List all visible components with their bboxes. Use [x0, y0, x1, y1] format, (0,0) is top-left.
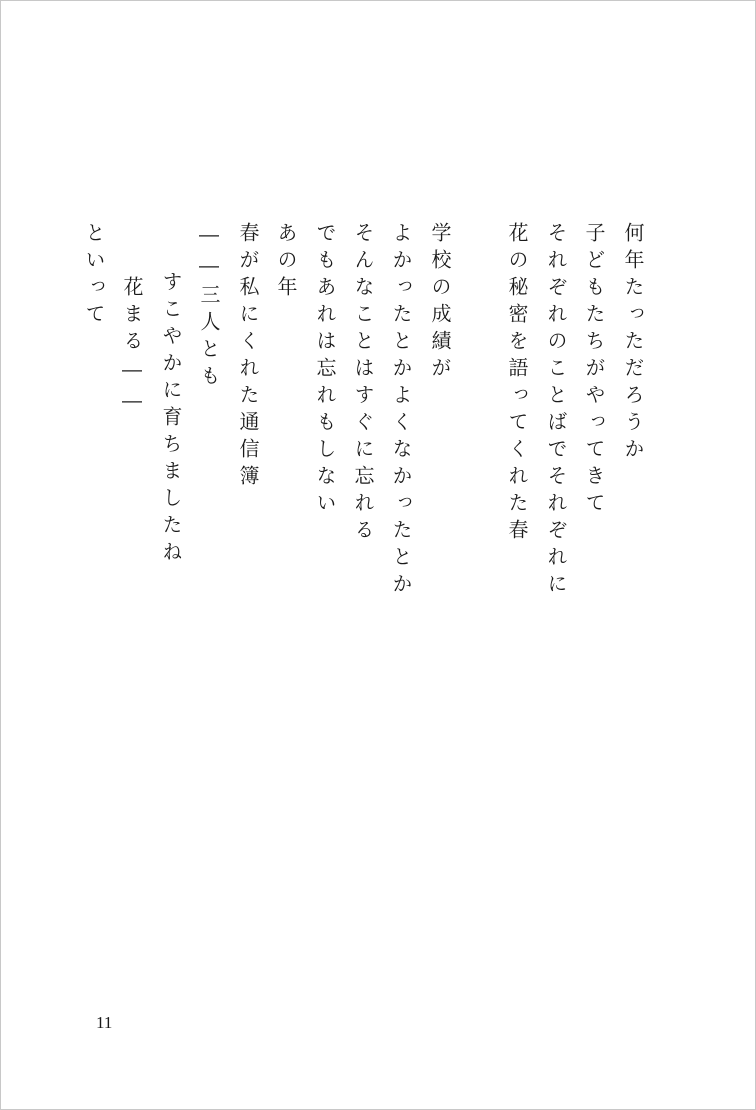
- poem-line-2: 子どもたちがやってきて: [582, 222, 606, 519]
- poem-line-4: 花の秘密を語ってくれた春: [505, 222, 529, 546]
- page-number: 11: [96, 1013, 113, 1032]
- poem-line-12: すこやかに育ちましたね: [159, 271, 183, 568]
- poem-line-14: といって: [82, 222, 106, 330]
- poem-line-11: ――三人とも: [197, 222, 221, 392]
- poem-line-13: 花まる――: [120, 276, 144, 419]
- poem-line-6: よかったとかよくなかったとか: [389, 222, 413, 600]
- poem-line-3: それぞれのことばでそれぞれに: [544, 222, 568, 600]
- poem-line-1: 何年たっただろうか: [621, 222, 645, 465]
- poem-line-5: 学校の成績が: [428, 222, 452, 384]
- poem-line-9: あの年: [274, 222, 298, 303]
- poem-line-10: 春が私にくれた通信簿: [236, 222, 260, 492]
- poem-line-8: でもあれは忘れもしない: [313, 222, 337, 519]
- poem-line-7: そんなことはすぐに忘れる: [351, 222, 375, 546]
